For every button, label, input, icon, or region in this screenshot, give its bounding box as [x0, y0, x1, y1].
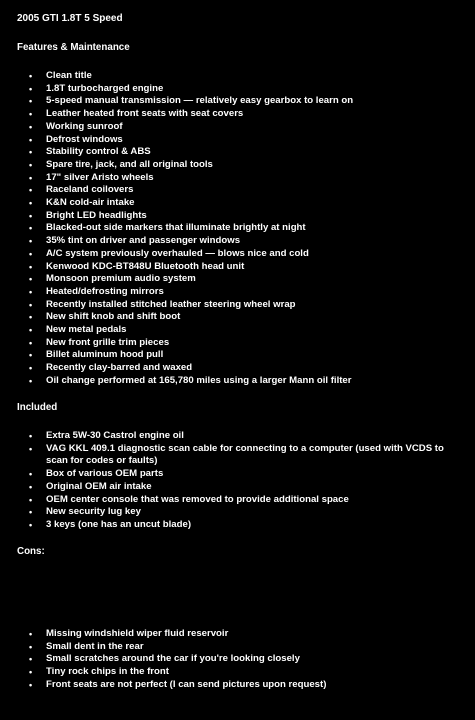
list-item-text: Recently installed stitched leather steering wheel wrap	[46, 298, 296, 310]
bullet-icon: •	[29, 431, 33, 441]
list-item	[0, 159, 475, 172]
list-item	[0, 261, 475, 274]
list-item	[0, 375, 475, 388]
bullet-icon: •	[29, 71, 33, 81]
bullet-icon: •	[29, 223, 33, 234]
list-item-text: Heated/defrosting mirrors	[46, 285, 164, 297]
list-item	[0, 494, 475, 507]
bullet-icon: •	[29, 299, 33, 310]
list-item	[0, 108, 475, 121]
cons-list	[0, 628, 475, 692]
list-item-text: Small dent in the rear	[46, 640, 144, 652]
list-item	[0, 83, 475, 96]
list-item-text: Kenwood KDC-BT848U Bluetooth head unit	[46, 260, 245, 272]
bullet-icon: •	[29, 147, 33, 158]
list-item-text: Stability control & ABS	[46, 146, 151, 158]
bullet-icon: •	[29, 96, 33, 107]
list-item-text: Original OEM air intake	[46, 480, 152, 492]
list-item	[0, 70, 475, 83]
list-item-text: 35% tint on driver and passenger windows	[46, 235, 241, 247]
list-item	[0, 349, 475, 362]
bullet-icon: •	[29, 494, 33, 505]
list-item-text: VAG KKL 409.1 diagnostic scan cable for connecting to a computer (used with VCDS to scan for codes or faults)	[46, 442, 444, 467]
list-item	[0, 519, 475, 532]
bullet-icon: •	[29, 210, 33, 221]
bullet-icon: •	[29, 629, 33, 639]
bullet-icon: •	[29, 481, 33, 492]
bullet-icon: •	[29, 236, 33, 247]
list-item-text: 17" silver Aristo wheels	[46, 171, 154, 183]
list-item-text: Box of various OEM parts	[46, 468, 164, 480]
list-item-text: Front seats are not perfect (I can send pictures upon request)	[46, 678, 327, 690]
bullet-icon: •	[29, 261, 33, 272]
included-list	[0, 430, 475, 532]
bullet-icon: •	[29, 654, 33, 665]
list-item	[0, 184, 475, 197]
list-item-text: OEM center console that was removed to provide additional space	[46, 493, 349, 505]
list-item-text: Missing windshield wiper fluid reservoir	[46, 628, 229, 639]
list-item-text: Defrost windows	[46, 133, 123, 145]
list-item	[0, 506, 475, 519]
list-item	[0, 134, 475, 147]
bullet-icon: •	[29, 375, 33, 386]
bullet-icon: •	[29, 507, 33, 518]
bullet-icon: •	[29, 274, 33, 285]
bullet-icon: •	[29, 337, 33, 348]
list-item-text: Monsoon premium audio system	[46, 273, 196, 285]
bullet-icon: •	[29, 83, 33, 94]
bullet-icon: •	[29, 667, 33, 678]
list-item	[0, 286, 475, 299]
list-item	[0, 210, 475, 223]
list-item	[0, 641, 475, 654]
bullet-icon: •	[29, 159, 33, 170]
list-item	[0, 666, 475, 679]
list-item-text: Clean title	[46, 70, 92, 81]
bullet-icon: •	[29, 350, 33, 361]
list-item-text: New metal pedals	[46, 324, 127, 336]
bullet-icon: •	[29, 469, 33, 480]
list-item	[0, 481, 475, 494]
list-item	[0, 248, 475, 261]
list-item	[0, 299, 475, 312]
bullet-icon: •	[29, 363, 33, 374]
list-item	[0, 235, 475, 248]
list-item-text: Billet aluminum hood pull	[46, 349, 164, 361]
bullet-icon: •	[29, 172, 33, 183]
list-item-text: New shift knob and shift boot	[46, 311, 181, 323]
list-item-text: New front grille trim pieces	[46, 336, 170, 348]
list-item-text: Working sunroof	[46, 120, 123, 132]
list-item	[0, 95, 475, 108]
list-item-text: 5-speed manual transmission — relatively easy gearbox to learn on	[46, 95, 354, 107]
list-item	[0, 324, 475, 337]
list-item	[0, 273, 475, 286]
list-item	[0, 628, 475, 641]
list-item-text: Recently clay-barred and waxed	[46, 362, 193, 374]
list-item-text: Raceland coilovers	[46, 184, 134, 196]
list-item	[0, 468, 475, 481]
bullet-icon: •	[29, 121, 33, 132]
list-item	[0, 311, 475, 324]
bullet-icon: •	[29, 325, 33, 336]
cons-heading: Cons:	[17, 546, 45, 557]
bullet-icon: •	[29, 198, 33, 209]
list-item	[0, 653, 475, 666]
bullet-icon: •	[29, 185, 33, 196]
list-item-text: 3 keys (one has an uncut blade)	[46, 518, 192, 530]
list-item	[0, 430, 475, 443]
included-heading: Included	[17, 402, 58, 413]
bullet-icon: •	[29, 286, 33, 297]
list-item-text: Tiny rock chips in the front	[46, 666, 169, 678]
bullet-icon: •	[29, 312, 33, 323]
list-item-text: K&N cold-air intake	[46, 197, 135, 209]
bullet-icon: •	[29, 679, 33, 690]
page-title: 2005 GTI 1.8T 5 Speed	[17, 13, 123, 24]
bullet-icon: •	[29, 134, 33, 145]
list-item-text: Leather heated front seats with seat covers	[46, 108, 244, 120]
bullet-icon: •	[29, 109, 33, 120]
list-item	[0, 443, 475, 468]
list-item-text: Extra 5W-30 Castrol engine oil	[46, 430, 184, 441]
list-item-text: Blacked-out side markers that illuminate brightly at night	[46, 222, 306, 234]
list-item-text: Small scratches around the car if you're looking closely	[46, 653, 300, 665]
list-item	[0, 222, 475, 235]
list-item	[0, 337, 475, 350]
list-item	[0, 197, 475, 210]
bullet-icon: •	[29, 248, 33, 259]
list-item-text: Oil change performed at 165,780 miles using a larger Mann oil filter	[46, 374, 352, 386]
list-item-text: A/C system previously overhauled — blows nice and cold	[46, 247, 309, 259]
list-item	[0, 679, 475, 692]
list-item-text: Bright LED headlights	[46, 209, 147, 221]
list-item	[0, 362, 475, 375]
list-item	[0, 121, 475, 134]
bullet-icon: •	[29, 443, 33, 454]
list-item	[0, 172, 475, 185]
features-list	[0, 70, 475, 388]
list-item-text: New security lug key	[46, 506, 141, 518]
bullet-icon: •	[29, 641, 33, 652]
bullet-icon: •	[29, 519, 33, 530]
features-heading: Features & Maintenance	[17, 42, 130, 53]
list-item-text: Spare tire, jack, and all original tools	[46, 158, 213, 170]
list-item-text: 1.8T turbocharged engine	[46, 82, 164, 94]
list-item	[0, 146, 475, 159]
